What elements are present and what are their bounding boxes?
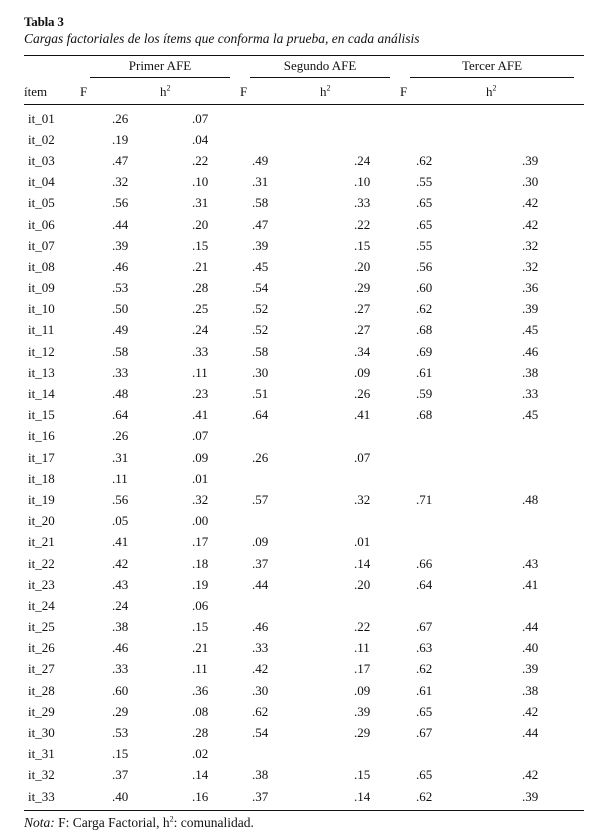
cell-f3: .62 xyxy=(416,152,433,168)
cell-f1: .40 xyxy=(112,788,129,804)
cell-h2: .10 xyxy=(354,174,371,190)
cell-h1: .07 xyxy=(192,428,209,444)
cell-f1: .53 xyxy=(112,725,129,741)
cell-item: it_27 xyxy=(28,661,55,677)
group-header-tercer-afe: Tercer AFE xyxy=(400,56,584,80)
cell-f1: .60 xyxy=(112,682,129,698)
cell-h2: .29 xyxy=(354,280,371,296)
cell-h3: .45 xyxy=(522,407,539,423)
cell-h2 xyxy=(320,426,400,447)
cell-h1: .19 xyxy=(192,576,209,592)
cell-h2: .07 xyxy=(354,449,371,465)
cell-f3: .55 xyxy=(416,174,433,190)
cell-h2: .33 xyxy=(354,195,371,211)
column-header-f-3: F xyxy=(400,80,486,105)
cell-f1: .53 xyxy=(112,280,129,296)
cell-f2: .37 xyxy=(252,555,269,571)
cell-h2: .32 xyxy=(354,491,371,507)
cell-h1: .23 xyxy=(192,386,209,402)
cell-h1: .15 xyxy=(192,619,209,635)
table-row xyxy=(24,320,584,341)
cell-h3 xyxy=(486,447,584,468)
cell-h3: .33 xyxy=(522,386,539,402)
cell-f1: .15 xyxy=(112,746,129,762)
cell-f2 xyxy=(240,511,320,532)
table-row xyxy=(24,447,584,468)
cell-f3 xyxy=(400,511,486,532)
cell-h2: .29 xyxy=(354,725,371,741)
cell-item: it_16 xyxy=(28,428,55,444)
cell-f3 xyxy=(400,595,486,616)
cell-f3 xyxy=(400,105,486,130)
cell-h3: .41 xyxy=(522,576,539,592)
cell-f1: .33 xyxy=(112,364,129,380)
cell-h2: .17 xyxy=(354,661,371,677)
cell-h2: .09 xyxy=(354,364,371,380)
cell-h1: .21 xyxy=(192,258,209,274)
table-row xyxy=(24,468,584,489)
cell-h3 xyxy=(486,129,584,150)
cell-h3: .42 xyxy=(522,703,539,719)
cell-f1: .38 xyxy=(112,619,129,635)
cell-f1: .44 xyxy=(112,216,129,232)
cell-item: it_10 xyxy=(28,301,55,317)
cell-f1: .56 xyxy=(112,195,129,211)
cell-h3: .48 xyxy=(522,491,539,507)
column-header-h2-3: $h^2$ xyxy=(486,80,584,105)
cell-h3: .30 xyxy=(522,174,539,190)
cell-h2 xyxy=(320,105,400,130)
cell-f1: .05 xyxy=(112,513,129,529)
cell-h1: .16 xyxy=(192,788,209,804)
cell-f3: .65 xyxy=(416,195,433,211)
table-row xyxy=(24,617,584,638)
column-header-h2-1: $h^2$ xyxy=(160,80,240,105)
cell-f2: .09 xyxy=(252,534,269,550)
column-header-item: ítem xyxy=(24,80,80,105)
table-row xyxy=(24,235,584,256)
cell-f3 xyxy=(400,447,486,468)
cell-h2: .34 xyxy=(354,343,371,359)
cell-h2: .09 xyxy=(354,682,371,698)
table-row xyxy=(24,489,584,510)
cell-f3: .67 xyxy=(416,725,433,741)
cell-h3: .39 xyxy=(522,661,539,677)
group-header-primer-afe: Primer AFE xyxy=(80,56,240,80)
cell-f1: .29 xyxy=(112,703,129,719)
cell-f2: .49 xyxy=(252,152,269,168)
cell-h1: .33 xyxy=(192,343,209,359)
cell-f2: .26 xyxy=(252,449,269,465)
cell-f1: .31 xyxy=(112,449,129,465)
cell-f3: .56 xyxy=(416,258,433,274)
cell-h2: .41 xyxy=(354,407,371,423)
cell-f2 xyxy=(240,426,320,447)
table-body xyxy=(24,105,584,808)
cell-h3: .32 xyxy=(522,237,539,253)
column-header-f-2: F xyxy=(240,80,320,105)
cell-h1: .18 xyxy=(192,555,209,571)
cell-f3 xyxy=(400,468,486,489)
cell-item: it_24 xyxy=(28,597,55,613)
cell-h3: .39 xyxy=(522,152,539,168)
cell-f3: .67 xyxy=(416,619,433,635)
cell-f1: .49 xyxy=(112,322,129,338)
cell-h2: .20 xyxy=(354,576,371,592)
cell-item: it_03 xyxy=(28,152,55,168)
cell-h2: .22 xyxy=(354,619,371,635)
cell-f2: .38 xyxy=(252,767,269,783)
cell-f1: .58 xyxy=(112,343,129,359)
cell-f2: .58 xyxy=(252,343,269,359)
cell-h3 xyxy=(486,532,584,553)
cell-h2: .39 xyxy=(354,703,371,719)
cell-h2: .27 xyxy=(354,322,371,338)
table-row xyxy=(24,256,584,277)
cell-f3: .62 xyxy=(416,301,433,317)
cell-f2 xyxy=(240,744,320,765)
cell-f2 xyxy=(240,595,320,616)
cell-h3: .38 xyxy=(522,364,539,380)
cell-f3: .61 xyxy=(416,682,433,698)
cell-f3: .59 xyxy=(416,386,433,402)
cell-item: it_11 xyxy=(28,322,55,338)
cell-f2: .30 xyxy=(252,682,269,698)
cell-item: it_28 xyxy=(28,682,55,698)
cell-h1: .01 xyxy=(192,470,209,486)
cell-f2: .44 xyxy=(252,576,269,592)
cell-item: it_12 xyxy=(28,343,55,359)
cell-f2: .58 xyxy=(252,195,269,211)
cell-f3: .64 xyxy=(416,576,433,592)
cell-f3: .65 xyxy=(416,703,433,719)
cell-h1: .24 xyxy=(192,322,209,338)
cell-item: it_01 xyxy=(28,110,55,126)
cell-f3: .63 xyxy=(416,640,433,656)
cell-f1: .46 xyxy=(112,640,129,656)
cell-h1: .11 xyxy=(192,661,208,677)
cell-h3: .39 xyxy=(522,301,539,317)
cell-f2: .52 xyxy=(252,301,269,317)
cell-item: it_31 xyxy=(28,746,55,762)
cell-f3: .65 xyxy=(416,767,433,783)
cell-f1: .37 xyxy=(112,767,129,783)
cell-item: it_02 xyxy=(28,131,55,147)
group-header-empty xyxy=(24,56,80,80)
table-row xyxy=(24,426,584,447)
cell-f1: .41 xyxy=(112,534,129,550)
cell-h2: .15 xyxy=(354,767,371,783)
table-row xyxy=(24,722,584,743)
cell-f3 xyxy=(400,426,486,447)
cell-f1: .39 xyxy=(112,237,129,253)
cell-h3: .42 xyxy=(522,195,539,211)
cell-h3: .43 xyxy=(522,555,539,571)
table-row xyxy=(24,193,584,214)
cell-h2: .01 xyxy=(354,534,371,550)
cell-h3 xyxy=(486,744,584,765)
cell-f3: .62 xyxy=(416,661,433,677)
cell-f2: .51 xyxy=(252,386,269,402)
cell-f3: .66 xyxy=(416,555,433,571)
table-row xyxy=(24,278,584,299)
cell-f3: .71 xyxy=(416,491,433,507)
table-label: Tabla 3 xyxy=(24,14,64,29)
cell-f2: .64 xyxy=(252,407,269,423)
cell-f2: .30 xyxy=(252,364,269,380)
cell-h1: .36 xyxy=(192,682,209,698)
cell-h1: .20 xyxy=(192,216,209,232)
cell-f1: .47 xyxy=(112,152,129,168)
cell-item: it_09 xyxy=(28,280,55,296)
cell-h3 xyxy=(486,105,584,130)
table-row xyxy=(24,659,584,680)
cell-item: it_33 xyxy=(28,788,55,804)
cell-f3: .69 xyxy=(416,343,433,359)
note-label: Nota: xyxy=(24,815,55,831)
table-container xyxy=(24,14,584,832)
table-row xyxy=(24,744,584,765)
cell-h1: .17 xyxy=(192,534,209,550)
cell-f2: .46 xyxy=(252,619,269,635)
cell-h1: .00 xyxy=(192,513,209,529)
cell-f1: .24 xyxy=(112,597,129,613)
cell-h1: .28 xyxy=(192,280,209,296)
cell-f1: .46 xyxy=(112,258,129,274)
cell-h3 xyxy=(486,468,584,489)
cell-h3 xyxy=(486,511,584,532)
cell-f3 xyxy=(400,744,486,765)
bottom-rule xyxy=(24,810,584,811)
cell-item: it_23 xyxy=(28,576,55,592)
cell-f1: .26 xyxy=(112,428,129,444)
group-header-segundo-afe: Segundo AFE xyxy=(240,56,400,80)
cell-f3: .60 xyxy=(416,280,433,296)
cell-f1: .43 xyxy=(112,576,129,592)
table-row xyxy=(24,532,584,553)
cell-f3: .62 xyxy=(416,788,433,804)
cell-h1: .04 xyxy=(192,131,209,147)
cell-f2 xyxy=(240,468,320,489)
table-row xyxy=(24,595,584,616)
table-row xyxy=(24,383,584,404)
cell-h2: .22 xyxy=(354,216,371,232)
cell-item: it_13 xyxy=(28,364,55,380)
cell-h2: .24 xyxy=(354,152,371,168)
cell-h2: .14 xyxy=(354,788,371,804)
cell-item: it_17 xyxy=(28,449,55,465)
cell-f2: .42 xyxy=(252,661,269,677)
cell-item: it_25 xyxy=(28,619,55,635)
cell-h1: .15 xyxy=(192,237,209,253)
cell-h1: .41 xyxy=(192,407,209,423)
cell-h2 xyxy=(320,511,400,532)
cell-h3: .32 xyxy=(522,258,539,274)
cell-h3 xyxy=(486,595,584,616)
column-header-f-1: F xyxy=(80,80,160,105)
cell-f1: .26 xyxy=(112,110,129,126)
cell-f2: .37 xyxy=(252,788,269,804)
cell-h3: .40 xyxy=(522,640,539,656)
table-row xyxy=(24,638,584,659)
column-header-h2-2: $h^2$ xyxy=(320,80,400,105)
cell-f2: .33 xyxy=(252,640,269,656)
cell-h2 xyxy=(320,595,400,616)
cell-f3: .61 xyxy=(416,364,433,380)
cell-h2: .15 xyxy=(354,237,371,253)
group-header-row xyxy=(24,56,584,80)
cell-h1: .02 xyxy=(192,746,209,762)
cell-f3: .65 xyxy=(416,216,433,232)
table-row xyxy=(24,574,584,595)
table-row xyxy=(24,680,584,701)
cell-item: it_32 xyxy=(28,767,55,783)
cell-item: it_04 xyxy=(28,174,55,190)
cell-f1: .48 xyxy=(112,386,129,402)
cell-h2: .20 xyxy=(354,258,371,274)
cell-f1: .64 xyxy=(112,407,129,423)
cell-h1: .10 xyxy=(192,174,209,190)
cell-item: it_18 xyxy=(28,470,55,486)
cell-h1: .21 xyxy=(192,640,209,656)
cell-f1: .56 xyxy=(112,491,129,507)
cell-f2: .31 xyxy=(252,174,269,190)
cell-h3: .42 xyxy=(522,216,539,232)
table-row xyxy=(24,701,584,722)
cell-h3: .38 xyxy=(522,682,539,698)
table-row xyxy=(24,405,584,426)
cell-item: it_19 xyxy=(28,491,55,507)
cell-h3: .45 xyxy=(522,322,539,338)
cell-h3: .42 xyxy=(522,767,539,783)
table-row xyxy=(24,129,584,150)
cell-h2 xyxy=(320,129,400,150)
cell-item: it_05 xyxy=(28,195,55,211)
cell-f3 xyxy=(400,129,486,150)
cell-h1: .22 xyxy=(192,152,209,168)
cell-f2 xyxy=(240,129,320,150)
cell-item: it_06 xyxy=(28,216,55,232)
cell-h1: .32 xyxy=(192,491,209,507)
cell-f2: .45 xyxy=(252,258,269,274)
cell-f1: .11 xyxy=(112,470,128,486)
cell-h3 xyxy=(486,426,584,447)
cell-h1: .09 xyxy=(192,449,209,465)
cell-f1: .19 xyxy=(112,131,129,147)
cell-f1: .42 xyxy=(112,555,129,571)
cell-h1: .28 xyxy=(192,725,209,741)
cell-item: it_26 xyxy=(28,640,55,656)
cell-f2: .54 xyxy=(252,725,269,741)
cell-f3: .55 xyxy=(416,237,433,253)
cell-item: it_30 xyxy=(28,725,55,741)
table-row xyxy=(24,150,584,171)
cell-h1: .08 xyxy=(192,703,209,719)
cell-f2: .54 xyxy=(252,280,269,296)
cell-f1: .32 xyxy=(112,174,129,190)
cell-f2 xyxy=(240,105,320,130)
cell-item: it_14 xyxy=(28,386,55,402)
column-header-row xyxy=(24,80,584,105)
cell-f1: .50 xyxy=(112,301,129,317)
cell-item: it_20 xyxy=(28,513,55,529)
note-text-a: F: Carga Factorial, h xyxy=(54,815,170,831)
cell-f3: .68 xyxy=(416,322,433,338)
table-row xyxy=(24,105,584,130)
cell-f2: .57 xyxy=(252,491,269,507)
table-row xyxy=(24,172,584,193)
cell-item: it_15 xyxy=(28,407,55,423)
cell-f3 xyxy=(400,532,486,553)
cell-h1: .07 xyxy=(192,110,209,126)
cell-h2: .26 xyxy=(354,386,371,402)
cell-h2 xyxy=(320,744,400,765)
cell-h3: .36 xyxy=(522,280,539,296)
cell-f2: .39 xyxy=(252,237,269,253)
cell-h2: .11 xyxy=(354,640,370,656)
cell-h3: .39 xyxy=(522,788,539,804)
table-row xyxy=(24,511,584,532)
cell-h1: .06 xyxy=(192,597,209,613)
cell-f2: .47 xyxy=(252,216,269,232)
cell-h1: .25 xyxy=(192,301,209,317)
cell-item: it_07 xyxy=(28,237,55,253)
note-text-b: : comunalidad. xyxy=(173,815,254,831)
cell-item: it_22 xyxy=(28,555,55,571)
cell-item: it_21 xyxy=(28,534,55,550)
note-sup: 2 xyxy=(169,814,174,824)
cell-h2 xyxy=(320,468,400,489)
cell-h2: .27 xyxy=(354,301,371,317)
cell-f3: .68 xyxy=(416,407,433,423)
table-row xyxy=(24,341,584,362)
cell-h1: .31 xyxy=(192,195,209,211)
cell-item: it_29 xyxy=(28,703,55,719)
table-row xyxy=(24,786,584,807)
cell-item: it_08 xyxy=(28,258,55,274)
table-caption: Cargas factoriales de los ítems que conforma la prueba, en cada análisis xyxy=(24,31,420,46)
cell-f1: .33 xyxy=(112,661,129,677)
table-note xyxy=(24,814,584,832)
cell-h1: .14 xyxy=(192,767,209,783)
cell-f2: .52 xyxy=(252,322,269,338)
table-row xyxy=(24,553,584,574)
table-row xyxy=(24,299,584,320)
cell-h2: .14 xyxy=(354,555,371,571)
table-row xyxy=(24,765,584,786)
table-row xyxy=(24,362,584,383)
cell-h1: .11 xyxy=(192,364,208,380)
factor-loadings-table xyxy=(24,56,584,807)
cell-f2: .62 xyxy=(252,703,269,719)
cell-h3: .46 xyxy=(522,343,539,359)
cell-h3: .44 xyxy=(522,619,539,635)
table-row xyxy=(24,214,584,235)
cell-h3: .44 xyxy=(522,725,539,741)
